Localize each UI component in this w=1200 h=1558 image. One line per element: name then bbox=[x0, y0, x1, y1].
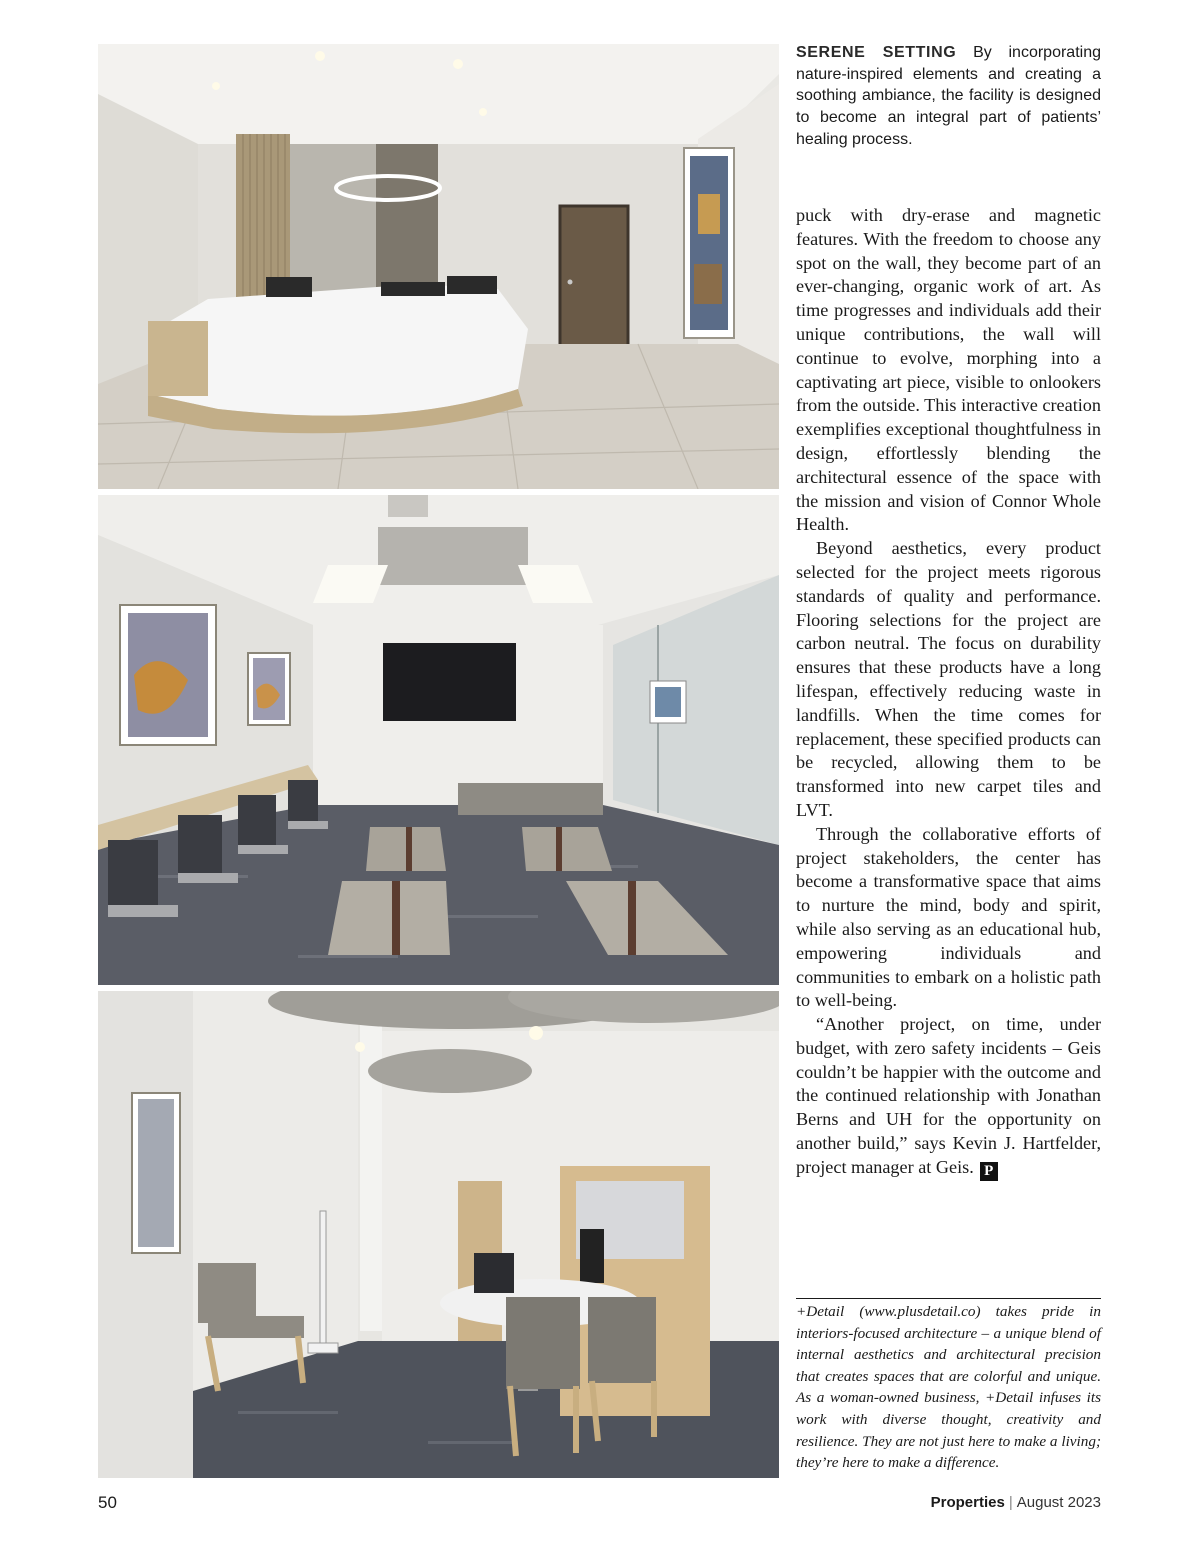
article-body bbox=[796, 204, 1101, 1181]
caption-kicker: SERENE SETTING bbox=[796, 44, 957, 61]
reception-lobby-illustration bbox=[98, 44, 779, 489]
body-paragraph-3: Through the collaborative efforts of project stakeholders, the center has become a transformative space that aims to nurture the mind, body and spirit, while also serving as an educational hub, empowering individuals and communities to embark on a holistic path to well-being. bbox=[796, 823, 1101, 1011]
body-paragraph-4-text: “Another project, on time, under budget, with zero safety incidents – Geis couldn’t be happier with the outcome and the continued relationship with Jonathan Berns and UH for the opportunity on another build,” says Kevin J. Hartfelder, project manager at Geis. bbox=[796, 1014, 1101, 1177]
page-number: 50 bbox=[98, 1493, 117, 1512]
consultation-room-photo bbox=[98, 991, 779, 1478]
body-paragraph-4 bbox=[796, 1013, 1101, 1181]
author-bio: +Detail (www.plusdetail.co) takes pride in interiors-focused architecture – a unique blend of internal aesthetics and architectural precision that creates spaces that are colorful and unique. As a woman-owned business, +Detail infuses its work with diverse thought, creativity and resilience. They are not just here to make a living; they’re here to make a difference. bbox=[796, 1303, 1101, 1472]
end-mark-icon: P bbox=[980, 1162, 998, 1181]
publication-name: Properties bbox=[930, 1494, 1005, 1511]
footer-publication bbox=[931, 1494, 1101, 1511]
consultation-room-illustration bbox=[98, 991, 779, 1478]
footer-separator: | bbox=[1008, 1494, 1013, 1511]
bio-divider bbox=[796, 1298, 1101, 1299]
issue-date: August 2023 bbox=[1016, 1494, 1101, 1511]
body-paragraph-1: puck with dry-erase and magnetic features. With the freedom to choose any spot on the wall, they become part of an ever-changing, organic work of art. As time progresses and individuals add their unique contributions, the wall will continue to evolve, morphing into a captivating art piece, visible to onlookers from the outside. This interactive creation exemplifies exceptional thoughtfulness in design, effortlessly blending the architectural essence of the space with the mission and vision of Connor Whole Health. bbox=[796, 205, 1101, 535]
photo-caption bbox=[796, 42, 1101, 151]
reception-lobby-photo bbox=[98, 44, 779, 489]
meeting-room-photo bbox=[98, 495, 779, 985]
caption-text: By incorporating nature-inspired elements and creating a soothing ambiance, the facility is designed to become an integral part of patients’ healing process. bbox=[796, 44, 1101, 148]
body-paragraph-2: Beyond aesthetics, every product selected for the project meets rigorous standards of quality and performance. Flooring selections for the project are carbon neutral. The focus on durability ensures that these products have a long lifespan, effectively reducing waste in landfills. When the time comes for replacement, these specified products can be recycled, allowing them to be transformed into new carpet tiles and LVT. bbox=[796, 538, 1101, 820]
meeting-room-illustration bbox=[98, 495, 779, 985]
